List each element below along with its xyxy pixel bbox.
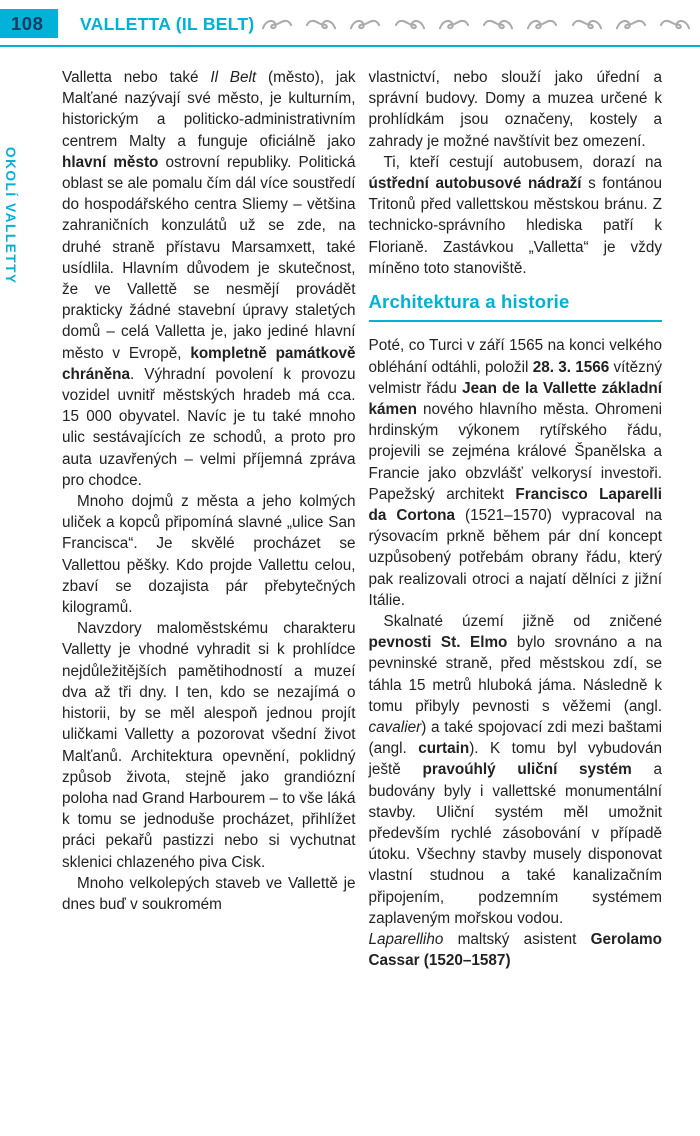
text-run: Laparelliho: [368, 931, 444, 949]
wave-icon: [660, 17, 690, 32]
paragraph: [62, 67, 356, 491]
wave-ornaments: [262, 11, 690, 37]
page-header: [0, 0, 700, 47]
wave-icon: [439, 17, 469, 32]
page-number: 108: [11, 12, 44, 34]
text-run: pevnosti St. Elmo: [368, 634, 508, 652]
text-run: Mnoho dojmů z města a jeho kolmých uliček a kopců připomíná slavné „ulice San Francisca“. Je skvělé procházet se Vallettou pěšky. Kdo projde Vallettu celou, zbaví se dozajista pár přebytečných kilogramů.: [62, 493, 356, 617]
text-run: Francisco Laparelli da Cortona: [368, 485, 662, 524]
wave-icon: [483, 17, 513, 32]
article: [62, 67, 662, 971]
text-run: . Výhradní povolení k provozu vozidel uvnitř městských hradeb má cca. 15 000 obyvatel. Navíc je tu také mnoho ulic sestávajících ze schodů, a proto pro auta uzavřených – velmi příjemná zpráva pro chodce.: [62, 365, 356, 489]
wave-icon: [616, 17, 646, 32]
text-run: (1521–1570) vypracoval na rýsovacím prkně během pár dní koncept uzpůsobený potřebám obrany řádu, který pak realizovali otroci a najatí dělníci z jižní Itálie.: [368, 507, 662, 609]
wave-icon: [572, 17, 602, 32]
text-run: bylo srovnáno a na pevninské straně, před městskou zdí, se táhla 15 metrů hluboká jáma. Následně k tomu přibyly pevnosti s věžemi (angl.: [368, 634, 662, 715]
page-number-badge: [0, 9, 58, 38]
wave-icon: [350, 17, 380, 32]
text-run: Navzdory maloměstskému charakteru Valletty je vhodné vyhradit si k prohlídce nejdůležitějších pamětihodností a muzeí dva až tři dny. I ten, kdo se nezajímá o historii, by se měl alespoň jednou projít uličkami Valletty a pozorovat všední život Malťanů. Architektura opevnění, poklidný způsob života, stejně jako grandiózní poloha nad Grand Harbourem – to vše láká k tomu se jednoduše procházet, přihlížet práci pekařů pastizzi nebo si vychutnat sklenici chlazeného piva Cisk.: [62, 620, 356, 871]
header-rule: [0, 45, 700, 47]
paragraph: [62, 618, 356, 872]
text-run: ostrovní republiky. Politická oblast se ale pomalu čím dál více soustředí do hospodářského centra Sliemy – většina zahraničních konzulátů už se zde, na druhé straně přístavu Marsamxett, také usídlila. Hlavním důvodem je skutečnost, že ve Vallettě se nesmějí provádět prakticky žádné stavební úpravy staletých domů – celá Valletta je, jako jediné hlavní město v Evropě,: [62, 153, 356, 362]
text-run: kompletně památkově chráněna: [62, 344, 356, 383]
wave-icon: [262, 17, 292, 32]
text-run: (město), jak Malťané nazývají své město, je kulturním, historickým a politicko-administrativním centrem Malty a funguje oficiálně jako: [62, 69, 356, 150]
text-run: Il Belt: [210, 69, 257, 86]
text-run: a budovány byly i vallettské monumentální stavby. Uliční systém měl umožnit především rychlé zásobování v případě útoku. Všechny stavby musely disponovat vlastní studnou a také kanalizačním připojením, podzemním systémem zaplaveným mořskou vodou.: [368, 761, 662, 927]
paragraph: [369, 929, 663, 971]
text-run: hlavní město: [62, 153, 159, 171]
text-run: Gerolamo Cassar (1520–1587): [368, 931, 662, 970]
left-column: [62, 67, 356, 971]
text-run: Mnoho velkolepých staveb ve Vallettě je dnes buď v soukromém: [62, 874, 356, 913]
wave-icon: [306, 17, 336, 32]
text-run: cavalier: [368, 719, 422, 737]
text-run: Skalnaté území jižně od zničené: [383, 613, 662, 631]
text-run: ústřední autobusové nádraží: [368, 175, 582, 193]
text-run: nového hlavního města. Ohromeni hrdinským výkonem rytířského řádu, projevili se zejména králové Španělska a Francie jako obzvlášť velkorysí investoři. Papežský architekt: [368, 400, 662, 503]
page-title: VALLETTA (IL BELT): [80, 14, 255, 34]
side-tab-okoli-valletty: OKOLÍ VALLETTY: [3, 147, 18, 285]
text-run: maltský asistent: [443, 931, 591, 949]
text-run: pravoúhlý uliční systém: [422, 761, 632, 779]
text-run: Valletta nebo také: [62, 69, 211, 86]
text-run: vítězný velmistr řádu: [368, 358, 662, 397]
text-run: s fontánou Tritonů před vallettskou městskou bránu. Z technicko-správního hlediska patří k Florianě. Zastávkou „Valletta“ je vždy míněno toto stanoviště.: [368, 175, 662, 277]
paragraph: [369, 611, 663, 929]
text-run: 28. 3. 1566: [532, 358, 610, 376]
wave-icon: [527, 17, 557, 32]
paragraph: [62, 873, 356, 915]
text-run: Poté, co Turci v září 1565 na konci velkého obléhání odtáhli, položil: [368, 337, 662, 376]
paragraph: [369, 67, 663, 152]
paragraph: [369, 335, 663, 611]
text-run: Jean de la Vallette základní kámen: [368, 379, 663, 418]
section-heading: Architektura a historie: [369, 292, 663, 322]
text-run: ) a také spojovací zdi mezi baštami (angl.: [368, 719, 662, 758]
text-run: Ti, kteří cestují autobusem, dorazí na: [383, 153, 662, 171]
paragraph: [62, 491, 356, 618]
text-run: curtain: [418, 740, 470, 758]
text-run: ). K tomu byl vybudován ještě: [368, 740, 663, 779]
wave-icon: [395, 17, 425, 32]
paragraph: [369, 152, 663, 279]
right-column: [369, 67, 663, 971]
text-run: vlastnictví, nebo slouží jako úřední a správní budovy. Domy a muzea určené k prohlídkám jsou označeny, kostely a zahrady je možné navštívit bez omezení.: [368, 69, 662, 150]
